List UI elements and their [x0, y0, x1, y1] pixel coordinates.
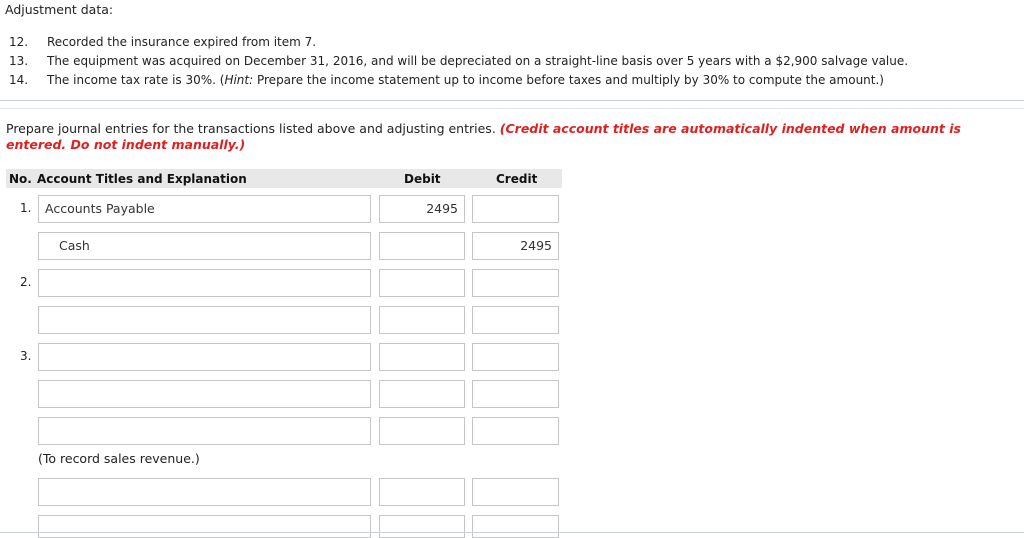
adjustment-item-14 — [9, 73, 884, 87]
debit-input[interactable] — [379, 232, 465, 260]
adjustment-number: 13. — [9, 54, 29, 68]
account-input[interactable] — [38, 515, 371, 538]
entry-number: 2. — [20, 275, 32, 289]
credit-input[interactable] — [472, 515, 559, 538]
account-input[interactable]: Accounts Payable — [38, 195, 371, 223]
debit-input[interactable] — [379, 343, 465, 371]
credit-input[interactable] — [472, 478, 559, 506]
adjustment-text-continued: Prepare the income statement up to income before taxes and multiply by 30% to compute the amount.) — [253, 73, 884, 87]
account-input[interactable] — [38, 343, 371, 371]
instruction-text: Prepare journal entries for the transactions listed above and adjusting entries. — [6, 121, 500, 136]
debit-input[interactable] — [379, 478, 465, 506]
header-credit: Credit — [496, 172, 538, 186]
adjustment-text: The income tax rate is 30%. ( — [47, 73, 225, 87]
debit-input[interactable] — [379, 515, 465, 538]
page-heading: Adjustment data: — [5, 2, 114, 17]
header-debit: Debit — [404, 172, 441, 186]
credit-input[interactable] — [472, 269, 559, 297]
header-no: No. — [9, 172, 32, 186]
debit-input[interactable] — [379, 306, 465, 334]
credit-input[interactable] — [472, 417, 559, 445]
account-input[interactable] — [38, 417, 371, 445]
credit-input[interactable]: 2495 — [472, 232, 559, 260]
adjustment-text: The equipment was acquired on December 31, 2016, and will be depreciated on a straight-line basis over 5 years with a $2,900 salvage value. — [47, 54, 909, 68]
header-account: Account Titles and Explanation — [37, 172, 247, 186]
credit-input[interactable] — [472, 380, 559, 408]
instruction-warning: (Credit account titles are automatically indented when amount is entered. Do not indent manually.) — [6, 121, 961, 152]
hint-label: Hint: — [224, 73, 254, 87]
adjustment-number: 12. — [9, 35, 29, 49]
table-header — [6, 169, 562, 188]
section-divider-light — [0, 108, 1024, 109]
debit-input[interactable] — [379, 269, 465, 297]
bottom-divider — [0, 532, 1024, 533]
entry-explanation: (To record sales revenue.) — [38, 451, 200, 466]
account-input[interactable] — [38, 269, 371, 297]
account-input[interactable] — [38, 478, 371, 506]
credit-input[interactable] — [472, 195, 559, 223]
debit-input[interactable] — [379, 380, 465, 408]
account-input[interactable] — [38, 380, 371, 408]
instructions — [6, 121, 1021, 153]
adjustment-item-12 — [9, 35, 316, 49]
adjustment-text: Recorded the insurance expired from item 7. — [47, 35, 317, 49]
credit-input[interactable] — [472, 343, 559, 371]
account-input[interactable]: Cash — [38, 232, 371, 260]
debit-input[interactable]: 2495 — [379, 195, 465, 223]
credit-input[interactable] — [472, 306, 559, 334]
entry-number: 3. — [20, 349, 32, 363]
debit-input[interactable] — [379, 417, 465, 445]
entry-number: 1. — [20, 201, 32, 215]
account-input[interactable] — [38, 306, 371, 334]
adjustment-number: 14. — [9, 73, 29, 87]
section-divider — [0, 100, 1024, 101]
adjustment-item-13 — [9, 54, 908, 68]
